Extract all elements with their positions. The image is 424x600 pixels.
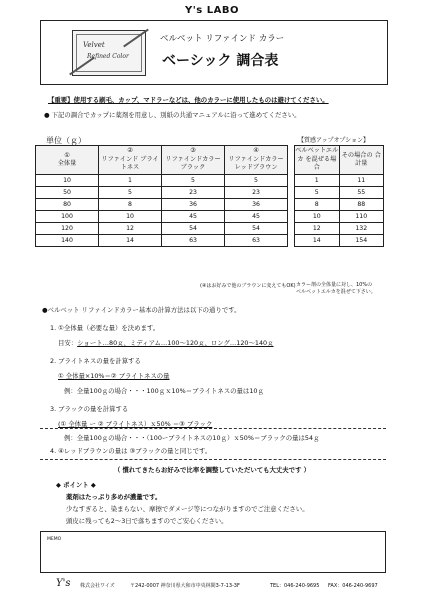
footer-fax: FAX：046-240-9697 [328,583,378,589]
option-note: カラー剤の全体量に対し、10%の ベルベットエルカを混ぜて下さい。 [296,282,376,296]
brand-name: Y's LABO [185,5,239,16]
tip-line: （ 慣れてきたらお好みで比率を調整していただいても大丈夫です ） [113,466,311,474]
step-4: 4. ④レッドブラウンの量は ③ブラックの量と同じです。 [50,447,212,455]
memo-label: MEMO [47,537,62,542]
table-row: 80 8 36 36 [36,199,288,211]
important-warning: 【重要】使用する刷毛、カップ、マドラーなどは、他のカラーに使用したものは避けてください。 [48,96,329,104]
header-elka: ベルベットエルカ を混ぜる場合 [295,146,340,175]
footer-logo: Y's [56,578,71,589]
point-line-1: 少なすぎると、染まらない、摩擦でダメージ等につながりますのでご注意ください。 [66,505,309,513]
header-redbrown: ④ リファインドカラー レッドブラウン [225,146,288,175]
table-row: 10 1 5 5 [36,175,288,187]
step-3: 3. ブラックの量を計算する [50,405,129,413]
calc-intro: ●ベルベット リファインドカラー基本の計算方法は以下の通りです。 [42,306,241,314]
divider [40,459,386,460]
table-row: 10 110 [295,211,384,223]
table-row: 12 132 [295,223,384,235]
table-row: 140 14 63 63 [36,235,288,247]
point-bold: 薬剤はたっぷり多めが濃量です。 [66,493,162,501]
table-header-row [36,146,288,175]
product-logo: Velvet Refined Color [72,30,146,76]
main-note: ● 下記の調合でカップに薬剤を用意し、別紙の共通マニュアルに沿って進めてください。 [44,111,301,119]
step-1-guide: 目安：ショート…80ｇ、ミディアム…100～120ｇ、ロング…120～140ｇ [58,339,274,347]
table-row: 8 88 [295,199,384,211]
table-row: 100 10 45 45 [36,211,288,223]
header-sum: その場合の 合計量 [339,146,384,175]
table-row: 5 55 [295,187,384,199]
mix-table [35,145,288,247]
step-3-formula: (① 全体量 ー ② ブライトネス）ｘ50% ＝③ ブラック [58,420,213,428]
footer-company: 株式会社ワイズ [80,583,115,589]
point-box [36,480,388,532]
option-label: 【質感アップオプション】 [298,137,369,144]
step-2-example: 例：全量100ｇの場合・・・100ｇｘ10%＝ブライトネスの量は10ｇ [64,387,264,395]
header-subtitle: ベルベット リファインド カラー [160,34,285,44]
header-brightness: ② リファインド ブライトネス [99,146,162,175]
table-row: 14 154 [295,235,384,247]
header-total: ① 全体量 [36,146,99,175]
point-title: ◆ ポイント ◆ [56,481,96,489]
option-header-row [295,146,384,175]
divider [40,428,386,429]
footer-address: 〒242-0007 神奈川県大和市中央林間3-7-13-3F [130,583,240,589]
point-line-2: 頭皮に残っても2～3日で落ちますのでご安心ください。 [66,517,228,525]
table-row: 120 12 54 54 [36,223,288,235]
header-black: ③ リファインドカラー ブラック [162,146,225,175]
step-2-formula: ① 全体量×10%＝② ブライトネスの量 [58,372,170,380]
memo-box [40,531,386,573]
table-row: 1 11 [295,175,384,187]
page-title: ベーシック 調合表 [162,53,279,69]
step-2: 2. ブライトネスの量を計算する [50,357,141,365]
step-3-example: 例：全量100ｇの場合・・・（100ーブライトネスの10ｇ）ｘ50%＝ブラックの量は54ｇ [64,434,320,442]
footer-tel: TEL：046-240-9695 [270,583,320,589]
table-row: 50 5 23 23 [36,187,288,199]
table-note: (④はお好みで他のブラウンに変えてもOK) [200,283,296,289]
step-1: 1. ①全体量（必要な量）を決めます。 [50,324,160,332]
unit-label: 単位（ｇ） [46,136,86,145]
option-table [294,145,384,247]
